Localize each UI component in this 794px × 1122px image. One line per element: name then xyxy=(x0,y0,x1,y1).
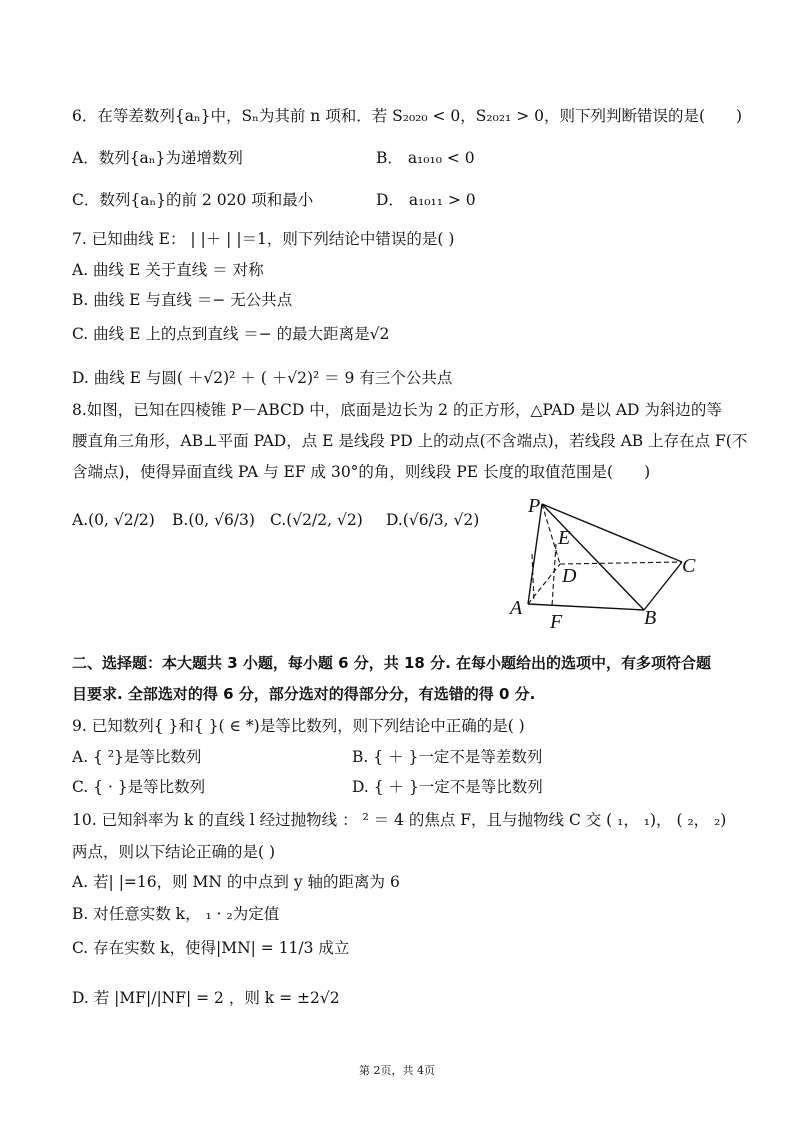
vertex-b-label: B xyxy=(644,607,657,629)
q8-option-c: C.(√2/2, √2) xyxy=(270,511,363,529)
q6-option-a: A．数列{aₙ}为递增数列 xyxy=(72,149,243,167)
q10-stem-line2: 两点，则以下结论正确的是( ) xyxy=(72,843,276,861)
q9-stem: 9. 已知数列{ }和{ }( ∈ *)是等比数列，则下列结论中正确的是( ) xyxy=(72,717,525,735)
q9-option-a: A. { ²}是等比数列 xyxy=(72,748,202,766)
q7-stem: 7. 已知曲线 E： | |＋ | |＝1，则下列结论中错误的是( ) xyxy=(72,230,455,248)
page-footer: 第 2页，共 4页 xyxy=(359,1064,435,1077)
q9-option-c: C. { · }是等比数列 xyxy=(72,778,206,796)
q6-option-c: C．数列{aₙ}的前 2 020 项和最小 xyxy=(72,191,314,209)
section-2-header-line1: 二、选择题：本大题共 3 小题，每小题 6 分，共 18 分. 在每小题给出的选项中，有多项符合题 xyxy=(72,654,712,672)
vertex-p-label: P xyxy=(528,495,541,517)
vertex-a-label: A xyxy=(510,597,523,619)
q6-stem: 6．在等差数列{aₙ}中，Sₙ为其前 n 项和．若 S₂₀₂₀ < 0，S₂₀₂₁ > 0，则下列判断错误的是( ) xyxy=(72,107,743,125)
q8-option-a: A.(0, √2/2) xyxy=(72,511,155,529)
q8-stem-line2: 腰直角三角形，AB⊥平面 PAD，点 E 是线段 PD 上的动点(不含端点)，若线段 AB 上存在点 F(不 xyxy=(72,432,748,450)
q8-stem-line3: 含端点)，使得异面直线 PA 与 EF 成 30°的角，则线段 PE 长度的取值范围是( ) xyxy=(72,463,651,481)
q6-option-b: B． a₁₀₁₀ < 0 xyxy=(376,149,475,167)
q9-option-d: D. { ＋ }一定不是等比数列 xyxy=(352,778,543,796)
q8-option-b: B.(0, √6/3) xyxy=(172,511,255,529)
point-e-label: E xyxy=(558,527,571,549)
q10-option-b: B. 对任意实数 k， ₁ · ₂为定值 xyxy=(72,905,280,923)
q6-option-d: D． a₁₀₁₁ > 0 xyxy=(376,191,476,209)
q9-option-b: B. { ＋ }一定不是等差数列 xyxy=(352,748,543,766)
q8-option-d: D.(√6/3, √2) xyxy=(386,511,480,529)
q10-option-d: D. 若 |MF|/|NF| = 2 ，则 k = ±2√2 xyxy=(72,989,340,1007)
pyramid-figure xyxy=(504,492,714,632)
section-2-header-line2: 目要求. 全部选对的得 6 分，部分选对的得部分分，有选错的得 0 分. xyxy=(72,685,536,703)
q10-option-c: C. 存在实数 k，使得|MN| = 11/3 成立 xyxy=(72,939,350,957)
point-f-label: F xyxy=(550,611,563,632)
q7-option-a: A. 曲线 E 关于直线 ＝ 对称 xyxy=(72,261,264,279)
vertex-c-label: C xyxy=(682,555,696,577)
q7-option-c: C. 曲线 E 上的点到直线 ＝− 的最大距离是√2 xyxy=(72,325,390,343)
q7-option-b: B. 曲线 E 与直线 ＝− 无公共点 xyxy=(72,291,293,309)
vertex-d-label: D xyxy=(562,565,577,587)
q10-option-a: A. 若| |=16，则 MN 的中点到 y 轴的距离为 6 xyxy=(72,873,400,891)
q10-stem-line1: 10. 已知斜率为 k 的直线 l 经过抛物线 ： ² ＝ 4 的焦点 F，且与抛物线 C 交 ( ₁， ₁)， ( ₂， ₂) xyxy=(72,811,727,829)
q8-stem-line1: 8.如图，已知在四棱锥 P－ABCD 中，底面是边长为 2 的正方形，△PAD 是以 AD 为斜边的等 xyxy=(72,401,722,419)
q7-option-d: D. 曲线 E 与圆( ＋√2)² ＋ ( ＋√2)² ＝ 9 有三个公共点 xyxy=(72,369,453,387)
